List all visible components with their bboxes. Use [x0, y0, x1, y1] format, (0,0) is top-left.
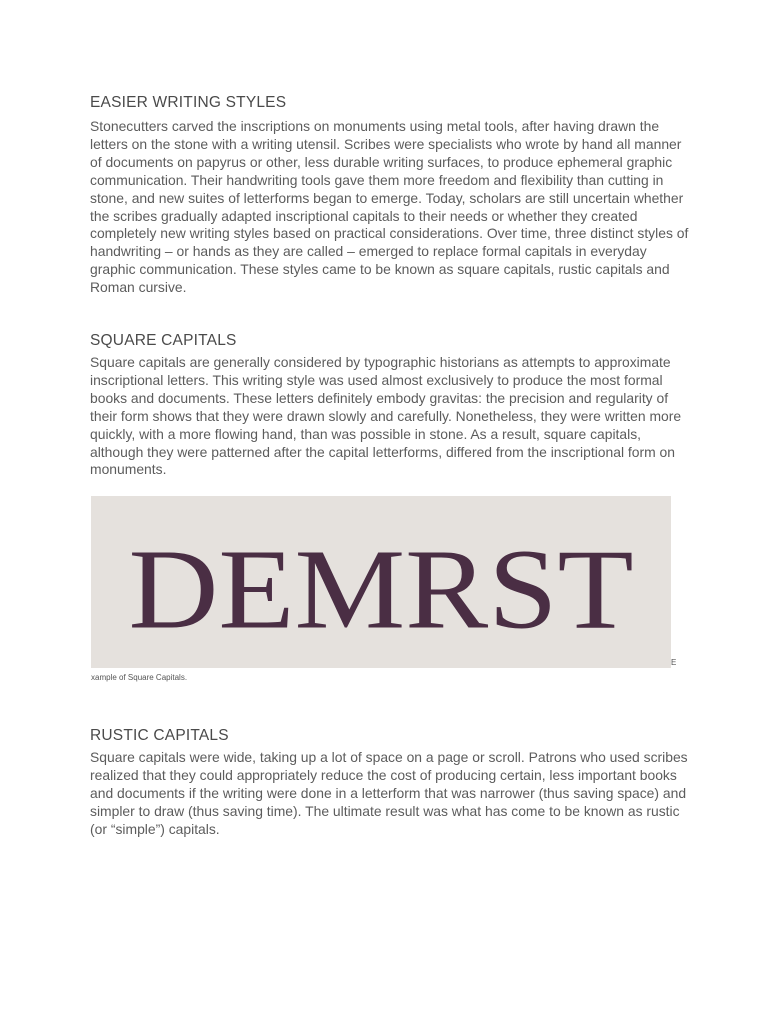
square-capitals-figure [91, 496, 671, 668]
section-heading-square-capitals: SQUARE CAPITALS [90, 332, 237, 349]
figure-caption: xample of Square Capitals. [91, 673, 188, 682]
section-heading-rustic-capitals: RUSTIC CAPITALS [90, 727, 229, 744]
section-body-rustic-capitals: Square capitals were wide, taking up a lot of space on a page or scroll. Patrons who used scribes realized that they could appropriately reduce the cost of producing certain, less important books and documents if the writing were done in a letterform that was narrower (thus saving space) and simpler to draw (thus saving time). The ultimate result was what has come to be known as rustic (or “simple”) capitals. [90, 749, 688, 837]
section-body-easier-writing-styles: Stonecutters carved the inscriptions on monuments using metal tools, after having drawn the letters on the stone with a writing utensil. Scribes were specialists who wrote by hand all manner of documents on papyrus or other, less durable writing surfaces, to produce ephemeral graphic communication. Their handwriting tools gave them more freedom and flexibility than cutting in stone, and new suites of letterforms began to emerge. Today, scholars are still uncertain whether the scribes gradually adapted inscriptional capitals to their needs or whether they created completely new writing styles based on practical considerations. Over time, three distinct styles of handwriting – or hands as they are called – emerged to replace formal capitals in everyday graphic communication. These styles came to be known as square capitals, rustic capitals and Roman cursive. [90, 118, 689, 296]
square-capitals-lettering: DEMRST [128, 526, 634, 654]
section-body-square-capitals: Square capitals are generally considered by typographic historians as attempts to approximate inscriptional letters. This writing style was used almost exclusively to produce the most formal books and documents. These letters definitely embody gravitas: the precision and regularity of their form shows that they were drawn slowly and carefully. Nonetheless, they were written more quickly, with a more flowing hand, than was possible in stone. As a result, square capitals, although they were patterned after the capital letterforms, differed from the inscriptional form on monuments. [90, 354, 682, 478]
section-heading-easier-writing-styles: EASIER WRITING STYLES [90, 94, 287, 111]
square-capitals-image [91, 496, 671, 668]
figure-caption-initial: E [671, 658, 677, 667]
